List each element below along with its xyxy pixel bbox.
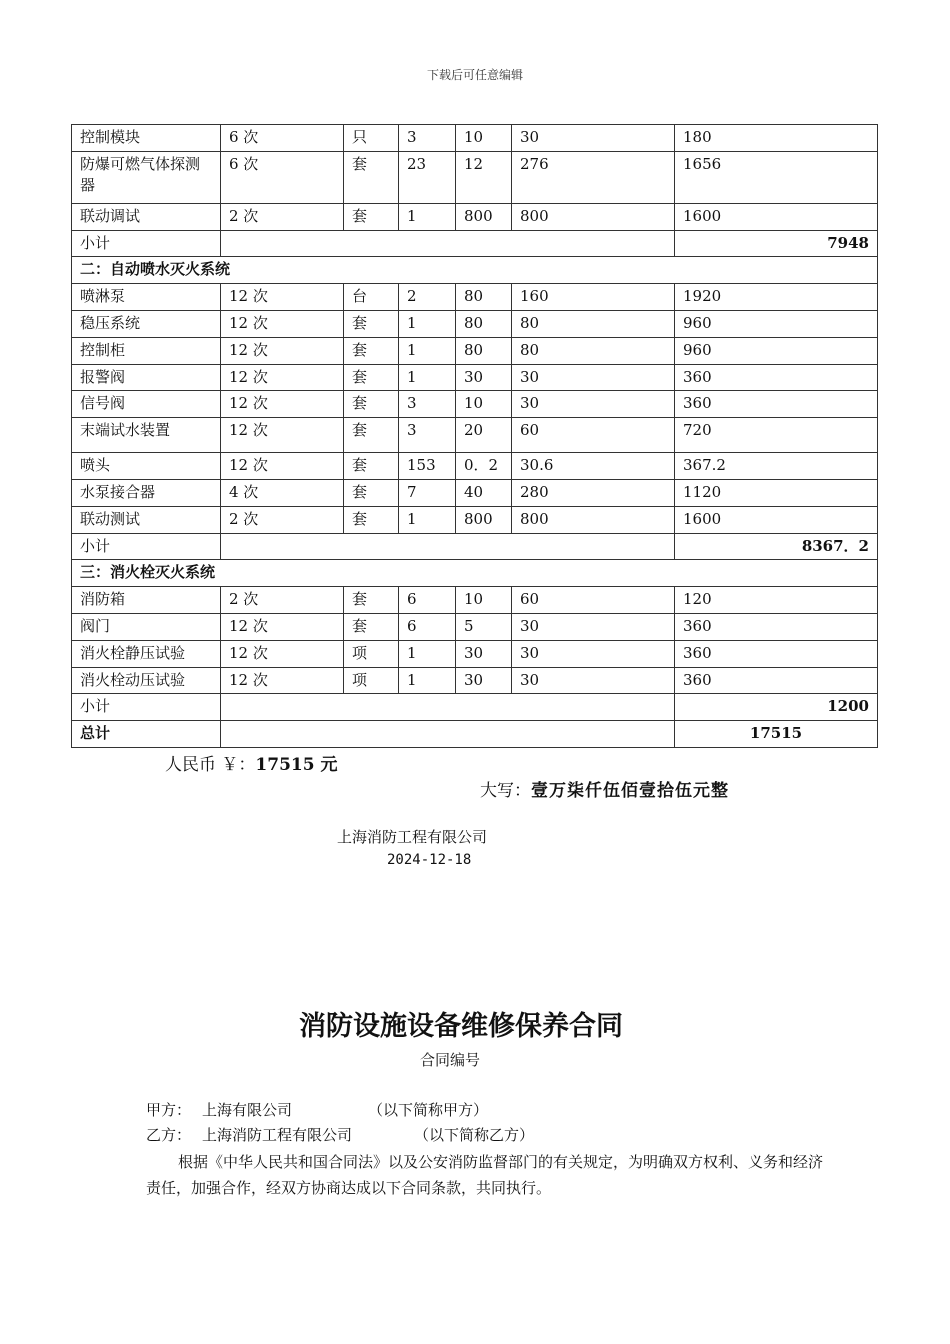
table-cell: 1920	[675, 284, 878, 311]
table-cell: 180	[675, 125, 878, 152]
party-b-role: 乙方：	[146, 1126, 192, 1144]
table-cell: 信号阀	[72, 391, 221, 418]
table-row	[72, 453, 878, 480]
table-cell: 项	[344, 667, 399, 694]
table-cell: 套	[344, 310, 399, 337]
table-cell: 防爆可燃气体探测器	[72, 151, 221, 203]
table-cell: 2 次	[221, 506, 344, 533]
table-cell: 80	[456, 310, 512, 337]
table-row	[72, 337, 878, 364]
table-cell: 10	[456, 125, 512, 152]
table-cell: 30	[512, 391, 675, 418]
party-a	[146, 1099, 488, 1120]
table-cell: 只	[344, 125, 399, 152]
table-cell: 控制模块	[72, 125, 221, 152]
table-cell: 80	[512, 310, 675, 337]
table-cell: 控制柜	[72, 337, 221, 364]
table-cell: 360	[675, 667, 878, 694]
table-cell: 1	[399, 337, 456, 364]
table-cell: 1	[399, 640, 456, 667]
table-cell: 800	[512, 506, 675, 533]
table-cell-empty	[221, 230, 675, 257]
table-row	[72, 533, 878, 560]
table-cell: 280	[512, 479, 675, 506]
table-cell: 水泵接合器	[72, 479, 221, 506]
table-cell: 2 次	[221, 203, 344, 230]
table-cell: 套	[344, 506, 399, 533]
table-cell: 276	[512, 151, 675, 203]
table-cell: 10	[456, 391, 512, 418]
table-row	[72, 640, 878, 667]
table-cell: 联动调试	[72, 203, 221, 230]
table-cell: 12	[456, 151, 512, 203]
quotation-table	[71, 124, 878, 748]
table-cell: 5	[456, 613, 512, 640]
table-row	[72, 587, 878, 614]
table-cell: 800	[512, 203, 675, 230]
table-cell: 160	[512, 284, 675, 311]
table-cell: 报警阀	[72, 364, 221, 391]
table-cell: 套	[344, 479, 399, 506]
contract-title: 消防设施设备维修保养合同	[299, 1011, 623, 1042]
table-cell: 6	[399, 613, 456, 640]
table-row	[72, 721, 878, 748]
subtotal-value: 1200	[675, 694, 878, 721]
table-row	[72, 364, 878, 391]
table-cell: 套	[344, 203, 399, 230]
party-a-role: 甲方：	[146, 1101, 192, 1119]
table-cell: 套	[344, 613, 399, 640]
table-cell: 消防箱	[72, 587, 221, 614]
table-cell: 800	[456, 203, 512, 230]
table-cell: 1	[399, 310, 456, 337]
table-cell: 喷头	[72, 453, 221, 480]
table-cell: 1	[399, 203, 456, 230]
total-value: 17515	[675, 721, 878, 748]
contract-preamble: 根据《中华人民共和国合同法》以及公安消防监督部门的有关规定，为明确双方权利、义务和经济责任，加强合作，经双方协商达成以下合同条款，共同执行。	[146, 1153, 824, 1197]
table-row	[72, 694, 878, 721]
table-cell: 30	[512, 125, 675, 152]
table-cell: 12 次	[221, 667, 344, 694]
table-cell: 消火栓静压试验	[72, 640, 221, 667]
party-b-alias: （以下简称乙方）	[414, 1126, 535, 1144]
table-row	[72, 284, 878, 311]
table-cell-empty	[221, 533, 675, 560]
table-cell: 30.6	[512, 453, 675, 480]
table-cell: 1	[399, 364, 456, 391]
table-cell: 3	[399, 125, 456, 152]
table-cell: 30	[512, 667, 675, 694]
table-cell: 2 次	[221, 587, 344, 614]
party-a-alias: （以下简称甲方）	[368, 1101, 489, 1119]
table-cell: 喷淋泵	[72, 284, 221, 311]
table-row	[72, 479, 878, 506]
table-cell: 6 次	[221, 151, 344, 203]
table-cell: 960	[675, 337, 878, 364]
table-cell: 720	[675, 418, 878, 453]
table-cell: 800	[456, 506, 512, 533]
table-cell: 3	[399, 391, 456, 418]
daxie-label: 大写：	[480, 781, 531, 801]
table-cell: 80	[456, 284, 512, 311]
table-cell: 7	[399, 479, 456, 506]
table-cell: 套	[344, 418, 399, 453]
subtotal-label: 小计	[72, 533, 221, 560]
table-row	[72, 203, 878, 230]
company-name: 上海消防工程有限公司	[337, 828, 488, 846]
table-cell: 12 次	[221, 284, 344, 311]
subtotal-value: 8367．2	[675, 533, 878, 560]
table-cell: 30	[456, 364, 512, 391]
table-cell: 消火栓动压试验	[72, 667, 221, 694]
table-cell: 3	[399, 418, 456, 453]
party-b-name: 上海消防工程有限公司	[202, 1126, 353, 1144]
table-cell: 套	[344, 364, 399, 391]
table-cell: 4 次	[221, 479, 344, 506]
table-cell: 60	[512, 418, 675, 453]
table-cell: 360	[675, 364, 878, 391]
table-cell: 12 次	[221, 453, 344, 480]
table-row	[72, 613, 878, 640]
table-cell: 12 次	[221, 391, 344, 418]
rmb-label: 人民币 ￥：	[165, 755, 256, 775]
table-cell: 12 次	[221, 640, 344, 667]
table-cell: 套	[344, 337, 399, 364]
table-cell: 30	[512, 613, 675, 640]
daxie-value: 壹万柒仟伍佰壹拾伍元整	[531, 781, 729, 801]
table-cell: 30	[456, 640, 512, 667]
table-cell: 12 次	[221, 613, 344, 640]
table-cell: 12 次	[221, 310, 344, 337]
header-note: 下载后可任意编辑	[426, 68, 523, 82]
table-cell: 6 次	[221, 125, 344, 152]
table-cell: 1600	[675, 506, 878, 533]
table-row	[72, 125, 878, 152]
table-cell: 10	[456, 587, 512, 614]
table-cell: 1	[399, 506, 456, 533]
contract-number-label: 合同编号	[419, 1051, 480, 1069]
rmb-amount	[165, 750, 337, 775]
table-row	[72, 230, 878, 257]
table-row	[72, 310, 878, 337]
table-cell: 40	[456, 479, 512, 506]
table-cell: 套	[344, 151, 399, 203]
table-cell: 80	[512, 337, 675, 364]
table-cell: 360	[675, 640, 878, 667]
table-cell: 套	[344, 391, 399, 418]
table-cell: 末端试水装置	[72, 418, 221, 453]
table-cell: 阀门	[72, 613, 221, 640]
table-row	[72, 391, 878, 418]
issue-date: 2024-12-18	[387, 852, 472, 868]
table-cell: 120	[675, 587, 878, 614]
table-cell-empty	[221, 694, 675, 721]
table-cell: 2	[399, 284, 456, 311]
table-row	[72, 667, 878, 694]
subtotal-label: 小计	[72, 694, 221, 721]
table-cell: 30	[512, 364, 675, 391]
table-cell: 套	[344, 453, 399, 480]
table-cell: 稳压系统	[72, 310, 221, 337]
section-heading: 三：消火栓灭火系统	[72, 560, 878, 587]
table-cell: 30	[456, 667, 512, 694]
table-row	[72, 418, 878, 453]
table-cell: 30	[512, 640, 675, 667]
table-cell: 12 次	[221, 418, 344, 453]
table-cell: 367.2	[675, 453, 878, 480]
table-row	[72, 560, 878, 587]
table-cell: 153	[399, 453, 456, 480]
table-cell: 23	[399, 151, 456, 203]
table-cell: 1656	[675, 151, 878, 203]
table-cell-empty	[221, 721, 675, 748]
table-cell: 1	[399, 667, 456, 694]
amount-in-words	[480, 776, 729, 801]
table-cell: 项	[344, 640, 399, 667]
table-cell: 6	[399, 587, 456, 614]
rmb-value: 17515 元	[255, 755, 338, 775]
table-cell: 套	[344, 587, 399, 614]
party-a-name: 上海有限公司	[202, 1101, 293, 1119]
table-cell: 0．2	[456, 453, 512, 480]
table-row	[72, 151, 878, 203]
table-cell: 20	[456, 418, 512, 453]
section-heading: 二：自动喷水灭火系统	[72, 257, 878, 284]
table-row	[72, 506, 878, 533]
table-cell: 12 次	[221, 364, 344, 391]
table-cell: 60	[512, 587, 675, 614]
table-cell: 联动测试	[72, 506, 221, 533]
subtotal-value: 7948	[675, 230, 878, 257]
table-cell: 80	[456, 337, 512, 364]
table-cell: 360	[675, 613, 878, 640]
table-cell: 960	[675, 310, 878, 337]
subtotal-label: 小计	[72, 230, 221, 257]
table-cell: 360	[675, 391, 878, 418]
table-cell: 12 次	[221, 337, 344, 364]
table-cell: 台	[344, 284, 399, 311]
table-cell: 1600	[675, 203, 878, 230]
table-cell: 1120	[675, 479, 878, 506]
party-b	[146, 1124, 534, 1145]
table-row	[72, 257, 878, 284]
total-label: 总计	[72, 721, 221, 748]
